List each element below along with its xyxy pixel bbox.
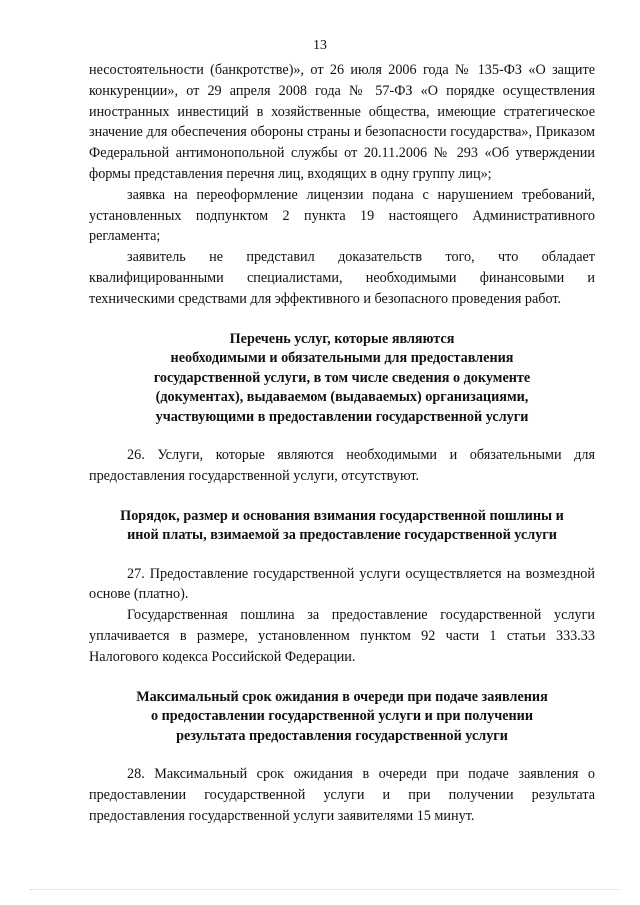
paragraph-26: 26. Услуги, которые являются необходимыми и обязательными для предоставления государственной услуги, отсутствуют. — [89, 447, 595, 484]
paragraph-continuation: несостоятельности (банкротстве)», от 26 июля 2006 года № 135-ФЗ «О защите конкуренции», от 29 апреля 2008 года № 57-ФЗ «О порядке осуществления иностранных инвестиций в хозяйственные общества, имеющие стратегическое значение для обеспечения обороны страны и безопасности государства», Приказом Федеральной антимонопольной службы от 20.11.2006 № 293 «Об утверждении формы представления перечня лиц, входящих в одну группу лиц»; — [89, 62, 595, 182]
paragraph-no-evidence: заявитель не представил доказательств того, что обладает квалифицированными специалистами, необходимыми финансовыми и техническими средствами для эффективного и безопасного проведения работ. — [89, 249, 595, 307]
heading-line: Перечень услуг, которые являются — [229, 330, 455, 347]
section-heading-state-fee — [89, 507, 595, 546]
section-heading-waiting-time — [89, 688, 595, 747]
heading-line: необходимыми и обязательными для предоставления — [170, 350, 514, 367]
paragraph-28: 28. Максимальный срок ожидания в очереди при подаче заявления о предоставлении государственной услуги и при получении результата предоставления государственной услуги заявителями 15 минут. — [89, 766, 595, 824]
section-heading-services-list — [89, 330, 595, 428]
heading-line: участвующими в предоставлении государственной услуги — [155, 408, 529, 425]
scan-footer-marks — [30, 883, 620, 890]
heading-line: государственной услуги, в том числе сведения о документе — [153, 369, 531, 386]
heading-line: о предоставлении государственной услуги и при получении — [150, 708, 534, 725]
heading-line: иной платы, взимаемой за предоставление государственной услуги — [127, 527, 557, 544]
document-body — [89, 60, 595, 827]
page-number: 13 — [313, 38, 327, 53]
paragraph-violation-requirements: заявка на переоформление лицензии подана с нарушением требований, установленных подпунктом 2 пункта 19 настоящего Административного регламента; — [89, 186, 595, 245]
heading-line: результата предоставления государственной услуги — [176, 727, 508, 744]
heading-line: Порядок, размер и основания взимания государственной пошлины и — [120, 507, 564, 524]
paragraph-state-fee-amount: Государственная пошлина за предоставление государственной услуги уплачивается в размере, установленном пунктом 92 части 1 статьи 333.33 Налогового кодекса Российской Федерации. — [89, 607, 595, 665]
heading-line: (документах), выдаваемом (выдаваемых) организациями, — [155, 389, 529, 406]
paragraph-27: 27. Предоставление государственной услуги осуществляется на возмездной основе (платно). — [89, 565, 595, 603]
heading-line: Максимальный срок ожидания в очереди при подаче заявления — [136, 688, 548, 705]
